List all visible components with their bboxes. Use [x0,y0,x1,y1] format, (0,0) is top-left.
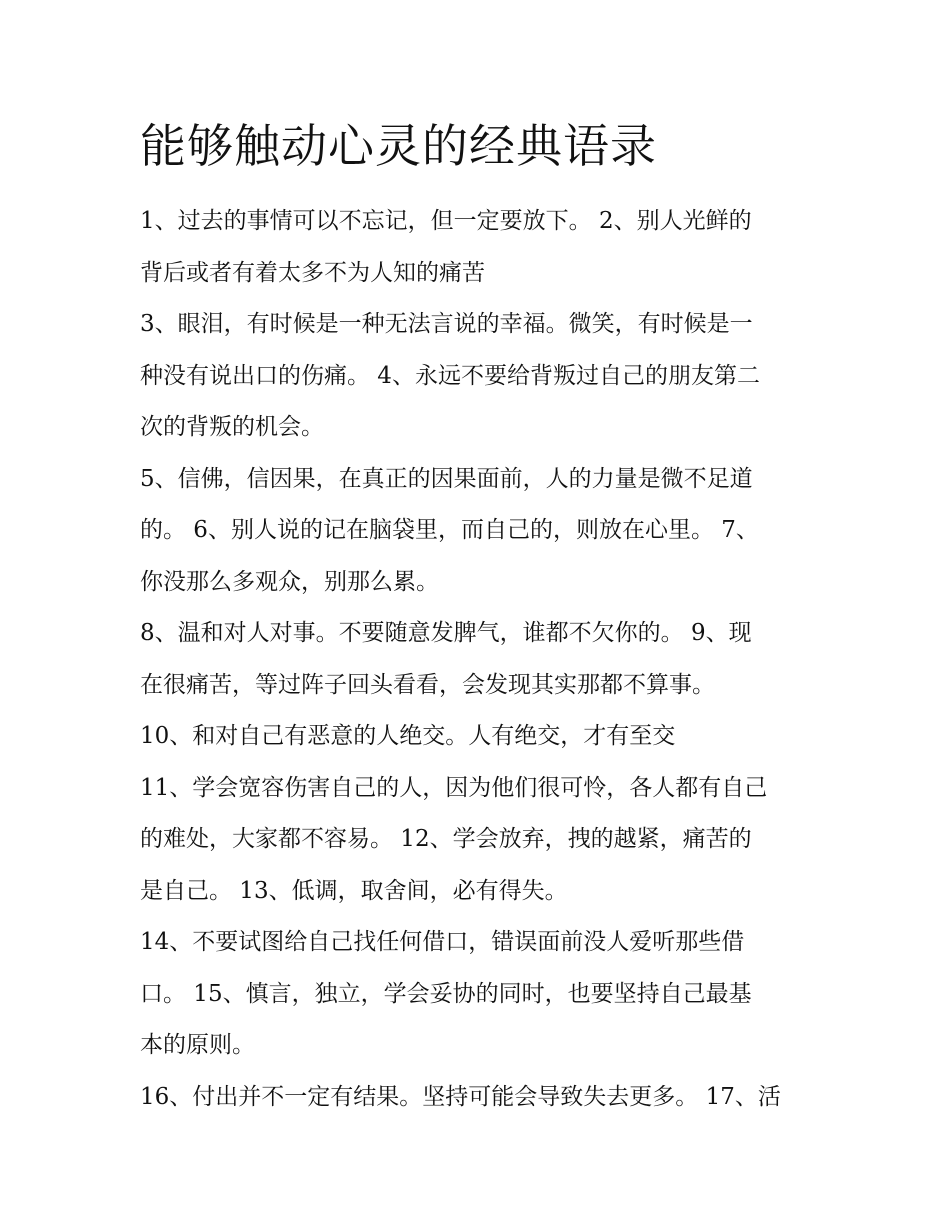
quote-paragraph-5 [140,711,820,763]
text-line: 16、付出并不一定有结果。坚持可能会导致失去更多。 17、活 [140,1083,781,1110]
text-line: 8、温和对人对事。不要随意发脾气，谁都不欠你的。 9、现 [140,620,752,646]
quote-paragraph-4 [140,608,820,711]
text-line: 是自己。 13、低调，取舍间，必有得失。 [140,877,568,904]
quote-paragraph-3 [140,454,820,609]
text-line: 5、信佛，信因果，在真正的因果面前，人的力量是微不足道 [140,465,753,492]
text-line: 本的原则。 [140,1032,255,1058]
document-title: 能够触动心灵的经典语录 [140,119,657,173]
text-line: 口。 15、慎言，独立，学会妥协的同时，也要坚持自己最基 [140,980,752,1007]
document-body [140,196,820,1123]
text-line: 种没有说出口的伤痛。 4、永远不要给背叛过自己的朋友第二 [140,362,760,389]
quote-paragraph-2 [140,299,820,454]
text-line: 次的背叛的机会。 [140,414,324,440]
text-line: 你没那么多观众，别那么累。 [140,568,439,595]
text-line: 10、和对自己有恶意的人绝交。人有绝交，才有至交 [140,723,676,749]
text-line: 背后或者有着太多不为人知的痛苦 [140,259,485,286]
text-line: 11、学会宽容伤害自己的人，因为他们很可怜，各人都有自己 [140,774,768,801]
text-line: 的难处，大家都不容易。 12、学会放弃，拽的越紧，痛苦的 [140,826,752,852]
text-line: 3、眼泪，有时候是一种无法言说的幸福。微笑，有时候是一 [140,311,753,337]
quote-paragraph-6 [140,763,820,918]
quote-paragraph-1 [140,196,820,299]
text-line: 14、不要试图给自己找任何借口，错误面前没人爱听那些借 [140,929,745,955]
quote-paragraph-7 [140,917,820,1072]
text-line: 在很痛苦，等过阵子回头看看，会发现其实那都不算事。 [140,671,715,698]
quote-paragraph-8 [140,1072,820,1124]
text-line: 1、过去的事情可以不忘记，但一定要放下。 2、别人光鲜的 [140,208,752,234]
text-line: 的。 6、别人说的记在脑袋里，而自己的，则放在心里。 7、 [140,517,759,543]
